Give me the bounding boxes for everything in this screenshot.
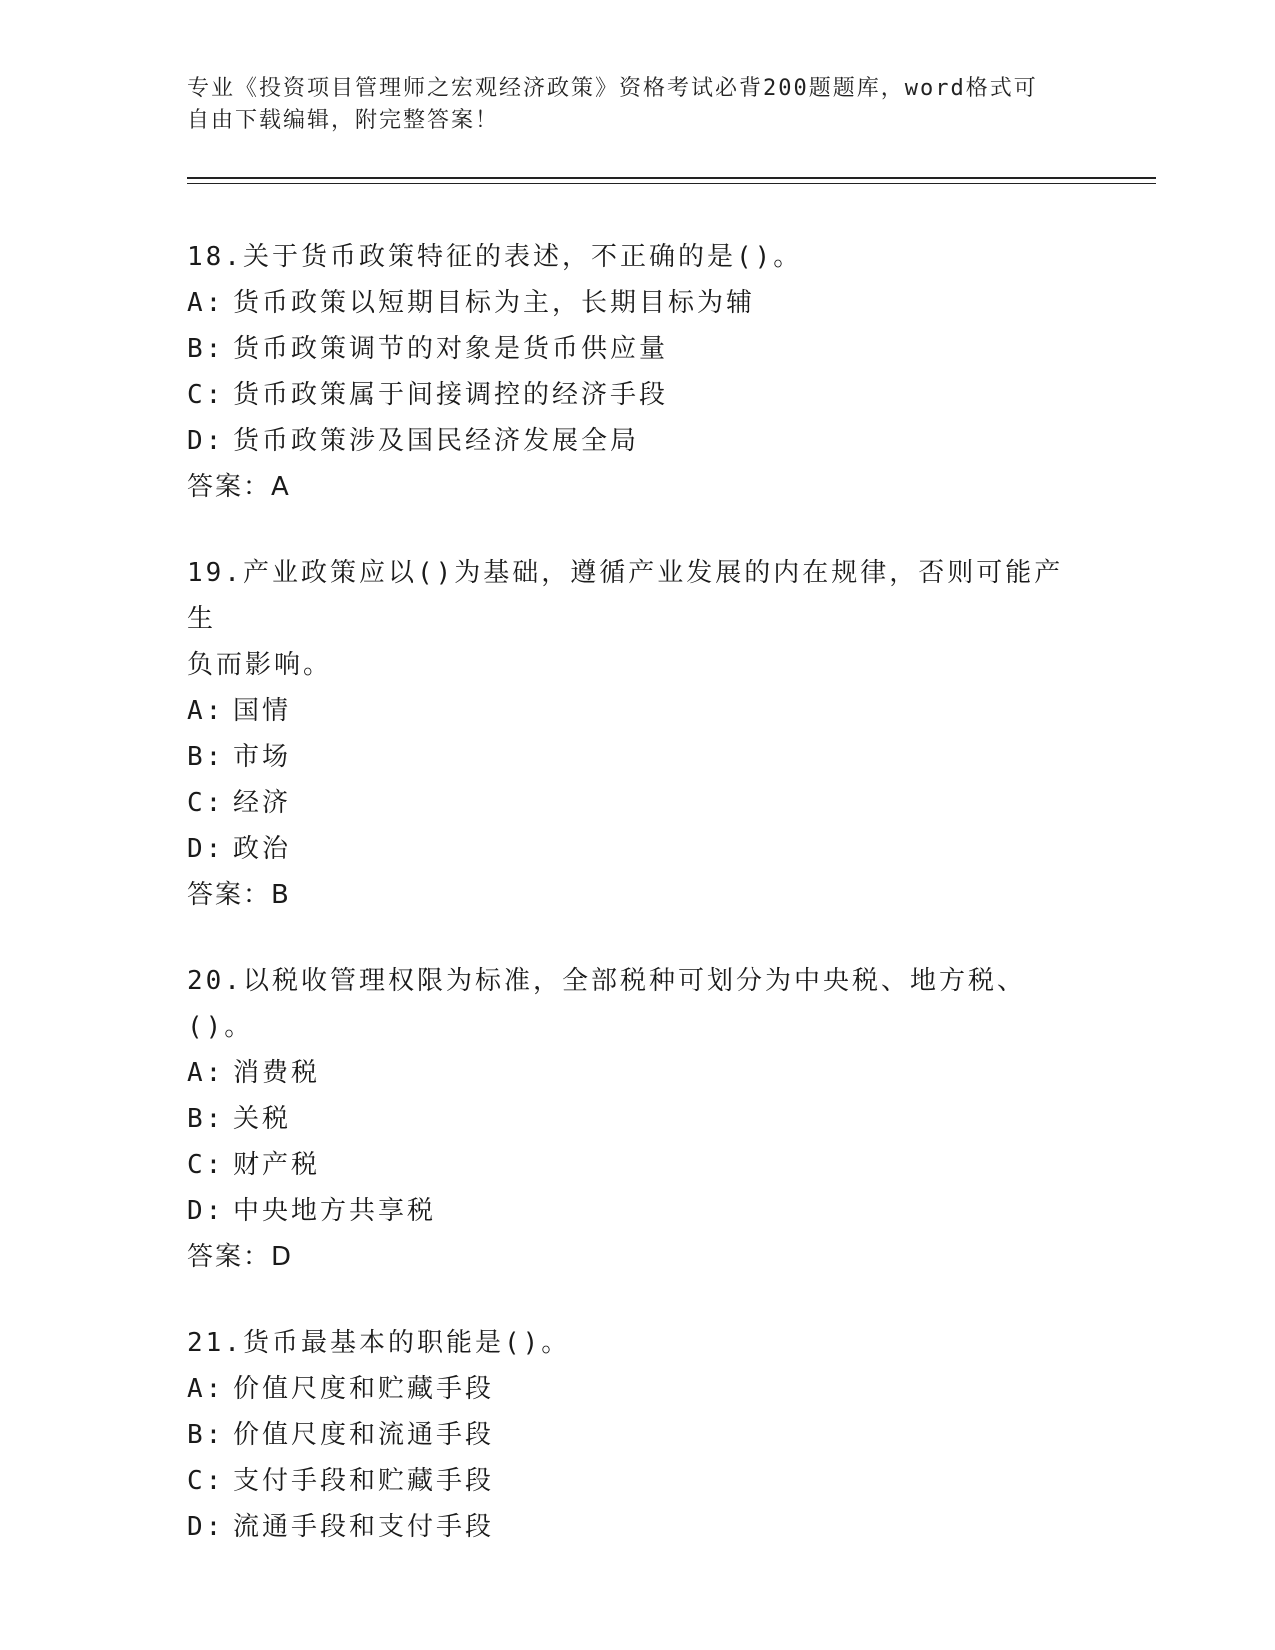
option-letter: B:: [187, 1420, 225, 1450]
question-stem: 20.以税收管理权限为标准，全部税种可划分为中央税、地方税、()。: [187, 966, 1026, 1042]
option-a: [187, 1366, 1087, 1412]
option-text: 货币政策调节的对象是货币供应量: [233, 334, 669, 364]
option-text: 货币政策涉及国民经济发展全局: [233, 426, 640, 456]
answer-line: 答案：B: [187, 880, 291, 910]
option-a: [187, 688, 1087, 734]
question-18: [187, 234, 1087, 510]
option-a: [187, 280, 1087, 326]
header-line-1: 专业《投资项目管理师之宏观经济政策》资格考试必背200题题库，word格式可: [187, 76, 1038, 101]
option-letter: D:: [187, 834, 225, 864]
option-b: [187, 326, 1087, 372]
option-letter: A:: [187, 1058, 225, 1088]
document-header: [187, 73, 1067, 137]
option-letter: C:: [187, 1150, 225, 1180]
option-text: 政治: [233, 834, 292, 864]
option-text: 财产税: [233, 1150, 321, 1180]
option-text: 国情: [233, 696, 292, 726]
question-19: [187, 550, 1087, 918]
option-text: 货币政策属于间接调控的经济手段: [233, 380, 669, 410]
question-stem-continued: 负而影响。: [187, 650, 333, 680]
option-letter: C:: [187, 788, 225, 818]
option-letter: C:: [187, 1466, 225, 1496]
option-text: 价值尺度和流通手段: [233, 1420, 495, 1450]
option-letter: A:: [187, 288, 225, 318]
option-a: [187, 1050, 1087, 1096]
option-letter: B:: [187, 1104, 225, 1134]
option-b: [187, 1096, 1087, 1142]
question-20: [187, 958, 1087, 1280]
option-d: [187, 826, 1087, 872]
option-letter: D:: [187, 1196, 225, 1226]
option-c: [187, 1458, 1087, 1504]
option-letter: A:: [187, 696, 225, 726]
option-text: 消费税: [233, 1058, 321, 1088]
header-line-2: 自由下载编辑，附完整答案！: [187, 108, 500, 133]
option-text: 价值尺度和贮藏手段: [233, 1374, 495, 1404]
option-letter: B:: [187, 742, 225, 772]
option-text: 中央地方共享税: [233, 1196, 437, 1226]
option-text: 关税: [233, 1104, 292, 1134]
option-b: [187, 734, 1087, 780]
question-stem: 21.货币最基本的职能是()。: [187, 1328, 571, 1358]
option-d: [187, 1504, 1087, 1550]
option-letter: D:: [187, 1512, 225, 1542]
question-stem: 19.产业政策应以()为基础，遵循产业发展的内在规律，否则可能产生: [187, 558, 1064, 634]
option-d: [187, 1188, 1087, 1234]
option-letter: D:: [187, 426, 225, 456]
option-text: 经济: [233, 788, 292, 818]
option-text: 支付手段和贮藏手段: [233, 1466, 495, 1496]
option-c: [187, 372, 1087, 418]
answer-line: 答案：A: [187, 472, 291, 502]
header-rule-thin: [187, 183, 1156, 184]
option-b: [187, 1412, 1087, 1458]
option-c: [187, 780, 1087, 826]
option-text: 货币政策以短期目标为主，长期目标为辅: [233, 288, 756, 318]
option-d: [187, 418, 1087, 464]
question-stem: 18.关于货币政策特征的表述，不正确的是()。: [187, 242, 803, 272]
option-letter: C:: [187, 380, 225, 410]
question-21: [187, 1320, 1087, 1550]
option-c: [187, 1142, 1087, 1188]
answer-line: 答案：D: [187, 1242, 294, 1272]
header-rule-thick: [187, 177, 1156, 179]
option-letter: B:: [187, 334, 225, 364]
option-letter: A:: [187, 1374, 225, 1404]
option-text: 市场: [233, 742, 292, 772]
option-text: 流通手段和支付手段: [233, 1512, 495, 1542]
question-list: [187, 234, 1087, 1590]
